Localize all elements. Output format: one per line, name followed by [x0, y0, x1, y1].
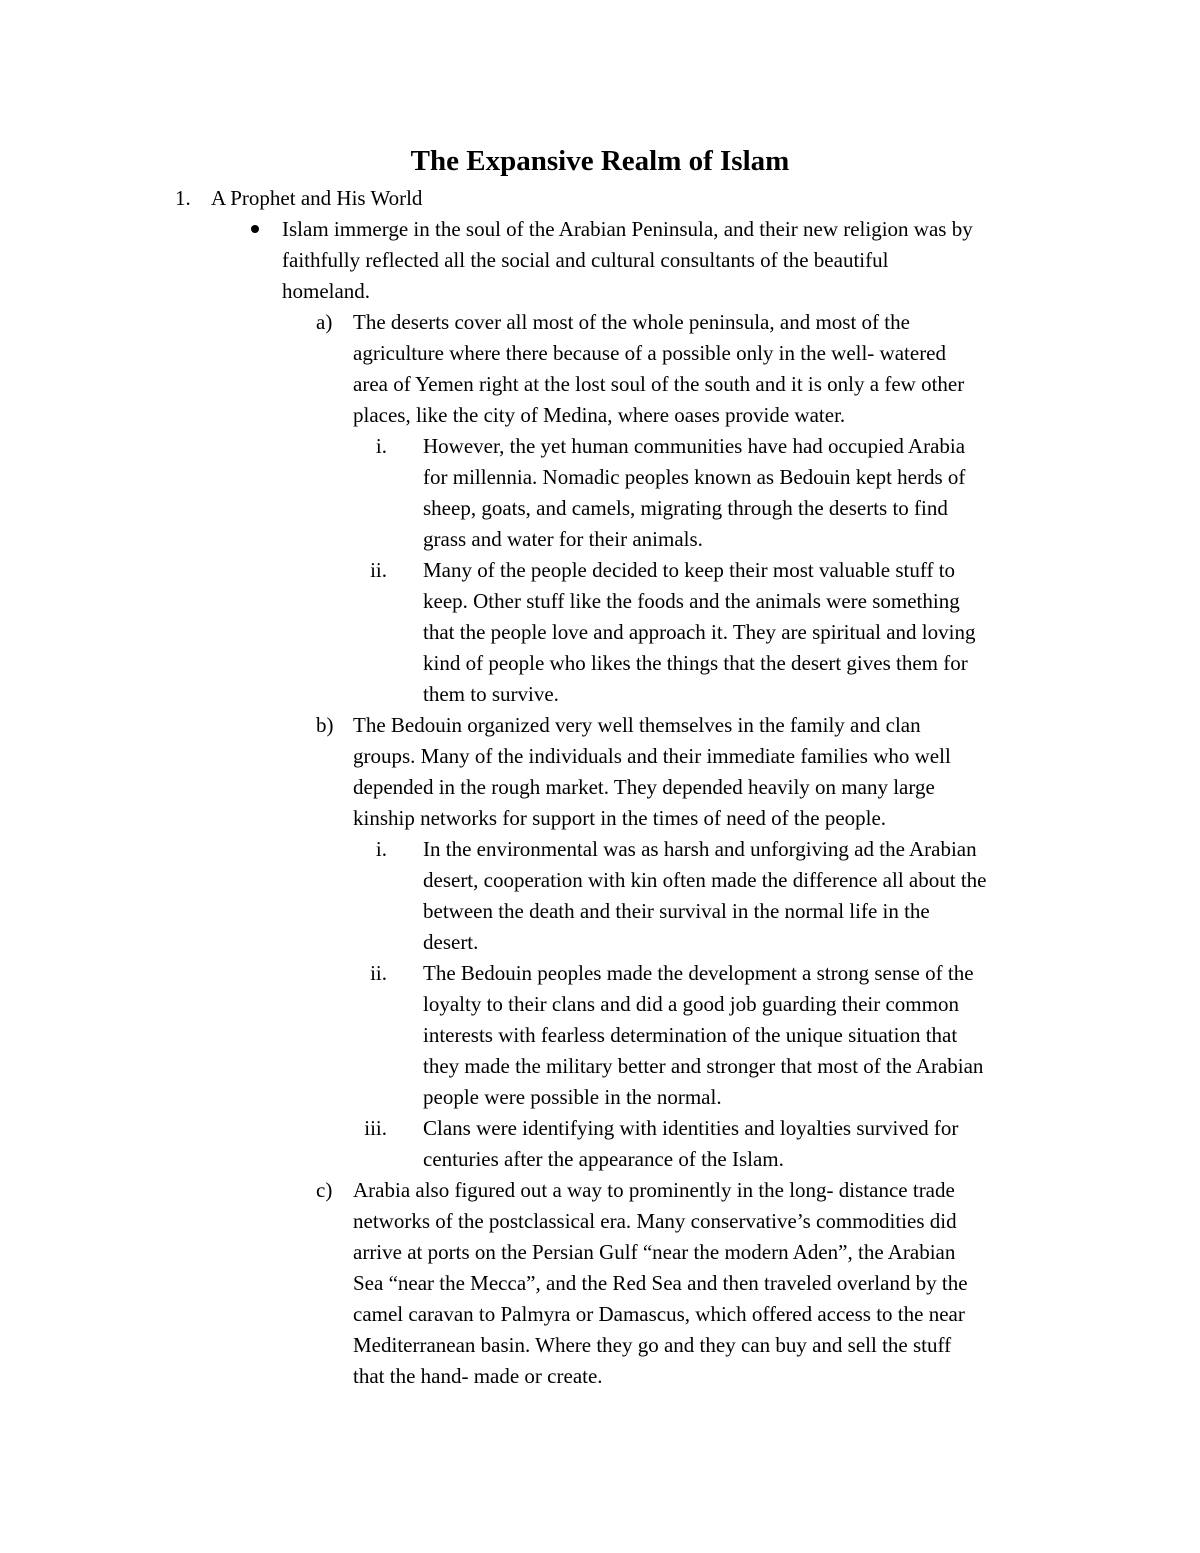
text-line: interests with fearless determination of the unique situation that [423, 1023, 958, 1047]
sublist-item-marker: ii. [370, 961, 387, 985]
sublist-item [423, 431, 965, 555]
text-line: that the people love and approach it. They are spiritual and loving [423, 620, 976, 644]
text-line: agriculture where there because of a possible only in the well- watered [353, 341, 947, 365]
text-line: for millennia. Nomadic peoples known as Bedouin kept herds of [423, 465, 966, 489]
text-line: The Bedouin peoples made the development a strong sense of the [423, 961, 974, 985]
sublist-item-marker: i. [375, 434, 387, 458]
text-line: However, the yet human communities have had occupied Arabia [423, 434, 966, 458]
sublist-item [423, 834, 986, 958]
text-line: networks of the postclassical era. Many conservative’s commodities did [353, 1209, 957, 1233]
text-line: depended in the rough market. They depended heavily on many large [353, 775, 935, 799]
text-line: The deserts cover all most of the whole peninsula, and most of the [353, 310, 910, 334]
text-line: Clans were identifying with identities and loyalties survived for [423, 1116, 959, 1140]
text-line: area of Yemen right at the lost soul of the south and it is only a few other [353, 372, 965, 396]
list-item-marker: b) [316, 713, 334, 737]
sublist-item-marker: ii. [370, 558, 387, 582]
text-line: Many of the people decided to keep their most valuable stuff to [423, 558, 956, 582]
text-line: places, like the city of Medina, where oases provide water. [353, 403, 846, 427]
list-item [353, 1175, 968, 1392]
sublist-item-marker: i. [375, 837, 387, 861]
text-line: people were possible in the normal. [423, 1085, 722, 1109]
text-line: centuries after the appearance of the Islam. [423, 1147, 784, 1171]
text-line: desert. [423, 930, 479, 954]
sublist-item [423, 958, 983, 1113]
text-line: keep. Other stuff like the foods and the animals were something [423, 589, 960, 613]
sublist-item [423, 1113, 958, 1175]
text-line: kind of people who likes the things that the desert gives them for [423, 651, 968, 675]
text-line: Islam immerge in the soul of the Arabian Peninsula, and their new religion was by [282, 217, 973, 241]
document-title: The Expansive Realm of Islam [410, 145, 790, 177]
section-heading: A Prophet and His World [211, 186, 423, 210]
text-line: Mediterranean basin. Where they go and they can buy and sell the stuff [353, 1333, 952, 1357]
list-item-marker: c) [316, 1178, 333, 1202]
text-line: sheep, goats, and camels, migrating through the deserts to find [423, 496, 948, 520]
text-line: kinship networks for support in the times of need of the people. [353, 806, 887, 830]
text-line: faithfully reflected all the social and cultural consultants of the beautiful [282, 248, 889, 272]
bullet-paragraph [282, 214, 973, 307]
text-line: between the death and their survival in the normal life in the [423, 899, 930, 923]
bullet-icon [251, 225, 259, 233]
list-item [353, 710, 951, 834]
section-number: 1. [175, 186, 191, 210]
text-line: homeland. [282, 279, 371, 303]
sublist-item-marker: iii. [364, 1116, 387, 1140]
text-line: grass and water for their animals. [423, 527, 703, 551]
text-line: loyalty to their clans and did a good job guarding their common [423, 992, 959, 1016]
text-line: them to survive. [423, 682, 559, 706]
text-line: Sea “near the Mecca”, and the Red Sea and then traveled overland by the [353, 1271, 968, 1295]
list-item-marker: a) [316, 310, 333, 334]
text-line: camel caravan to Palmyra or Damascus, which offered access to the near [353, 1302, 965, 1326]
text-line: they made the military better and stronger that most of the Arabian [423, 1054, 984, 1078]
list-item [353, 307, 964, 431]
text-line: The Bedouin organized very well themselves in the family and clan [353, 713, 921, 737]
sublist-item [423, 555, 975, 710]
text-line: arrive at ports on the Persian Gulf “near the modern Aden”, the Arabian [353, 1240, 956, 1264]
text-line: that the hand- made or create. [353, 1364, 603, 1388]
text-line: Arabia also figured out a way to prominently in the long- distance trade [353, 1178, 955, 1202]
text-line: desert, cooperation with kin often made the difference all about the [423, 868, 987, 892]
text-line: groups. Many of the individuals and their immediate families who well [353, 744, 951, 768]
text-line: In the environmental was as harsh and unforgiving ad the Arabian [423, 837, 977, 861]
